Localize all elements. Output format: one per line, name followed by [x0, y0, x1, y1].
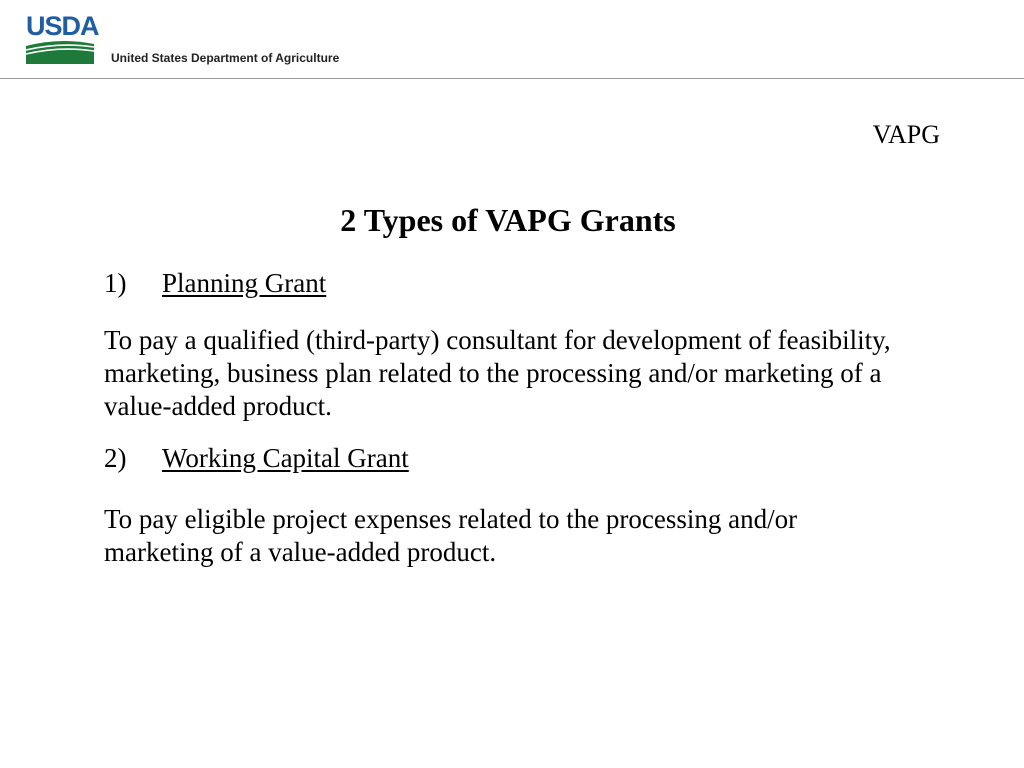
header [0, 0, 1024, 78]
usda-logo-text: USDA [26, 11, 99, 41]
list-number: 2) [104, 443, 127, 473]
grant-type-heading-2 [104, 443, 409, 474]
agency-name: United States Department of Agriculture [111, 51, 340, 65]
grant-type-title: Planning Grant [162, 268, 327, 298]
grant-type-title: Working Capital Grant [162, 443, 409, 473]
slide-title: 2 Types of VAPG Grants [340, 202, 676, 238]
grant-type-heading-1 [104, 268, 326, 299]
list-number: 1) [104, 268, 127, 298]
grant-type-description-2: To pay eligible project expenses related to the processing and/or marketing of a value-added product. [104, 504, 798, 567]
usda-logo [26, 11, 99, 64]
grant-type-description-1: To pay a qualified (third-party) consultant for development of feasibility, marketing, business plan related to the processing and/or marketing of a value-added product. [104, 325, 891, 421]
header-divider [0, 78, 1024, 79]
program-label: VAPG [872, 120, 940, 149]
usda-field-icon [26, 40, 94, 64]
